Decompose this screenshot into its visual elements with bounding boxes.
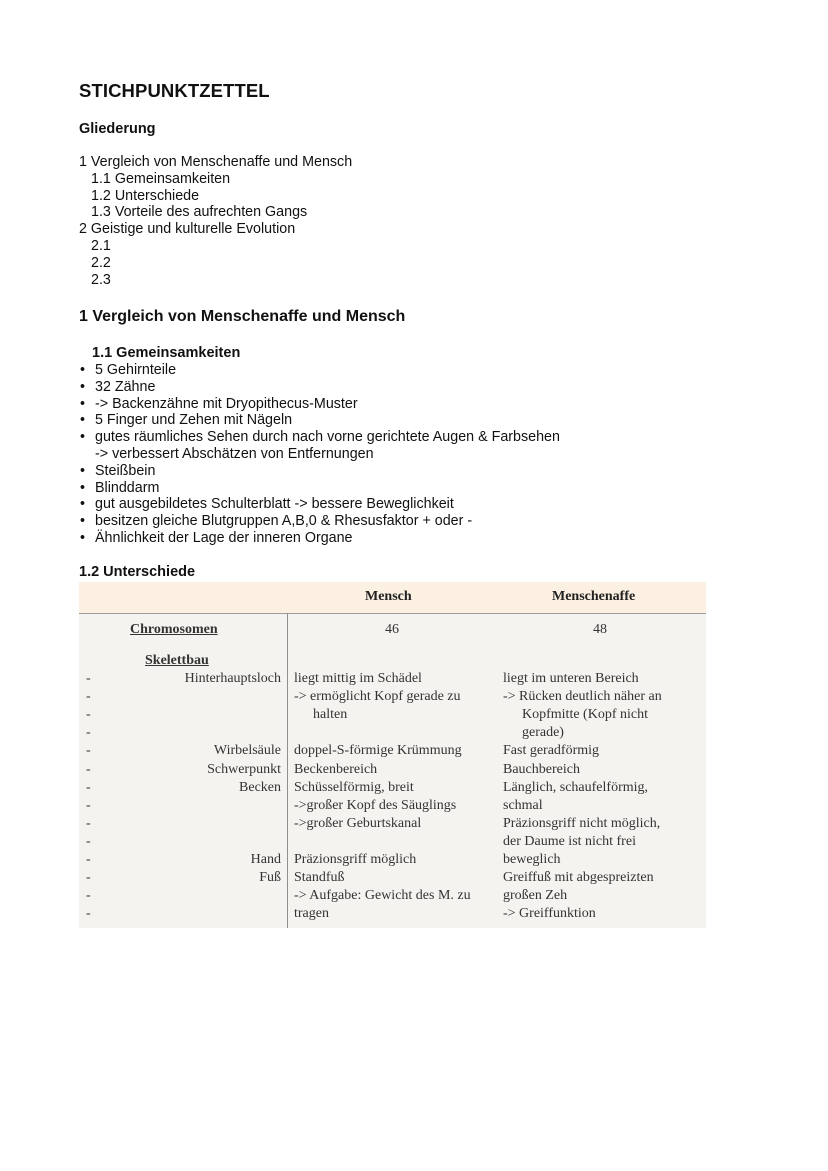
- cell-mensch: tragen: [294, 906, 329, 922]
- bullet-marker: •: [80, 362, 86, 378]
- cell-menschenaffe: Präzionsgriff nicht möglich,: [503, 815, 661, 831]
- row-dash: -: [86, 779, 91, 795]
- outline-item: 1.1 Gemeinsamkeiten: [91, 170, 231, 187]
- outline-item: 2.3: [91, 271, 111, 288]
- cell-mensch: liegt mittig im Schädel: [294, 671, 422, 686]
- row-label: Becken: [239, 779, 281, 795]
- list-item-text: besitzen gleiche Blutgruppen A,B,0 & Rhesusfaktor + oder -: [95, 513, 473, 530]
- list-item-text: gutes räumliches Sehen durch nach vorne gerichtete Augen & Farbsehen: [95, 429, 560, 446]
- row-dash: -: [86, 761, 91, 777]
- outline-item: 1.2 Unterschiede: [91, 187, 200, 204]
- outline-heading: Gliederung: [79, 121, 156, 137]
- cell-menschenaffe: Kopfmitte (Kopf nicht: [522, 707, 648, 723]
- list-item: [79, 496, 560, 513]
- column-header-menschenaffe: Menschenaffe: [552, 589, 636, 604]
- list-item-text: -> verbessert Abschätzen von Entfernungen: [95, 445, 374, 462]
- comparison-table: [79, 582, 706, 928]
- cell-menschenaffe: liegt im unteren Bereich: [503, 671, 639, 686]
- cell-menschenaffe: großen Zeh: [503, 888, 568, 904]
- cell-mensch: doppel-S-förmige Krümmung: [294, 743, 462, 759]
- cell-menschenaffe: Greiffuß mit abgespreizten: [503, 870, 654, 886]
- bullet-marker: •: [80, 479, 86, 496]
- list-item: [79, 412, 560, 429]
- outline-item: 2 Geistige und kulturelle Evolution: [79, 221, 296, 238]
- similarities-list: [79, 362, 560, 547]
- cell-affe-chromosomen: 48: [593, 622, 607, 637]
- list-item-text: -> Backenzähne mit Dryopithecus-Muster: [95, 395, 358, 412]
- row-label: Fuß: [259, 870, 281, 886]
- cell-menschenaffe: beweglich: [503, 852, 561, 867]
- row-dash: -: [86, 689, 91, 705]
- subsection-heading-unterschiede: 1.2 Unterschiede: [79, 564, 196, 580]
- cell-mensch: Standfuß: [294, 870, 345, 886]
- row-dash: -: [86, 671, 91, 686]
- list-item: [79, 429, 560, 446]
- row-dash: -: [86, 833, 91, 849]
- row-dash: -: [86, 852, 91, 867]
- bullet-marker: •: [80, 513, 86, 530]
- outline-item: 2.2: [91, 254, 111, 271]
- row-dash: -: [86, 815, 91, 831]
- cell-mensch: halten: [313, 707, 348, 723]
- list-item: [79, 396, 560, 413]
- column-header-mensch: Mensch: [365, 589, 412, 604]
- row-label: Wirbelsäule: [213, 743, 281, 759]
- list-item-text: 5 Gehirnteile: [95, 362, 177, 378]
- row-label: Hand: [250, 852, 281, 867]
- section-heading: 1 Vergleich von Menschenaffe und Mensch: [79, 308, 406, 325]
- list-item-text: Blinddarm: [95, 479, 160, 496]
- outline-list: [79, 154, 352, 288]
- row-label-chromosomen: Chromosomen: [130, 622, 218, 637]
- bullet-marker: •: [80, 412, 86, 429]
- outline-item: 1 Vergleich von Menschenaffe und Mensch: [79, 154, 353, 170]
- list-item: [79, 362, 560, 379]
- bullet-marker: •: [80, 529, 86, 546]
- bullet-marker: •: [80, 496, 86, 513]
- list-item: [79, 463, 560, 480]
- list-item: [79, 379, 560, 396]
- bullet-marker: •: [80, 429, 86, 446]
- row-dash: -: [86, 797, 91, 813]
- list-item-text: Steißbein: [95, 462, 156, 479]
- cell-menschenaffe: -> Greiffunktion: [503, 906, 596, 922]
- list-item: [79, 530, 560, 547]
- row-dash: -: [86, 707, 91, 723]
- bullet-marker: •: [80, 462, 86, 479]
- outline-item: 1.3 Vorteile des aufrechten Gangs: [91, 204, 308, 221]
- list-item-text: gut ausgebildetes Schulterblatt -> bessere Beweglichkeit: [95, 496, 454, 513]
- row-dash: -: [86, 906, 91, 922]
- cell-mensch-chromosomen: 46: [385, 622, 399, 637]
- cell-mensch: Präzionsgriff möglich: [294, 852, 417, 867]
- row-label: Schwerpunkt: [207, 761, 281, 777]
- table-divider: [287, 613, 288, 928]
- cell-mensch: -> ermöglicht Kopf gerade zu: [294, 689, 461, 705]
- cell-menschenaffe: der Daume ist nicht frei: [503, 833, 636, 849]
- cell-menschenaffe: -> Rücken deutlich näher an: [503, 689, 662, 705]
- list-item: [79, 446, 560, 463]
- list-item: [79, 480, 560, 497]
- cell-menschenaffe: Fast geradförmig: [503, 743, 600, 759]
- cell-mensch: ->großer Geburtskanal: [294, 815, 422, 831]
- cell-mensch: -> Aufgabe: Gewicht des M. zu: [294, 888, 471, 904]
- cell-menschenaffe: schmal: [503, 797, 543, 813]
- bullet-marker: •: [80, 378, 86, 395]
- row-dash: -: [86, 743, 91, 759]
- list-item-text: 5 Finger und Zehen mit Nägeln: [95, 412, 293, 429]
- cell-mensch: Schüsselförmig, breit: [294, 779, 414, 795]
- row-label-skelettbau: Skelettbau: [145, 653, 209, 668]
- page-title: STICHPUNKTZETTEL: [79, 80, 270, 101]
- cell-menschenaffe: Bauchbereich: [503, 761, 580, 777]
- row-dash: -: [86, 725, 91, 741]
- row-label: Hinterhauptsloch: [184, 671, 281, 686]
- list-item: [79, 513, 560, 530]
- cell-mensch: Beckenbereich: [294, 761, 378, 777]
- row-dash: -: [86, 870, 91, 886]
- cell-menschenaffe: gerade): [522, 725, 564, 741]
- outline-item: 2.1: [91, 237, 111, 254]
- list-item-text: Ähnlichkeit der Lage der inneren Organe: [95, 529, 353, 546]
- list-item-text: 32 Zähne: [95, 378, 156, 395]
- cell-mensch: ->großer Kopf des Säuglings: [294, 797, 457, 813]
- subsection-heading-gemeinsamkeiten: 1.1 Gemeinsamkeiten: [92, 345, 241, 361]
- bullet-marker: •: [80, 395, 86, 412]
- cell-menschenaffe: Länglich, schaufelförmig,: [503, 779, 649, 795]
- row-dash: -: [86, 888, 91, 904]
